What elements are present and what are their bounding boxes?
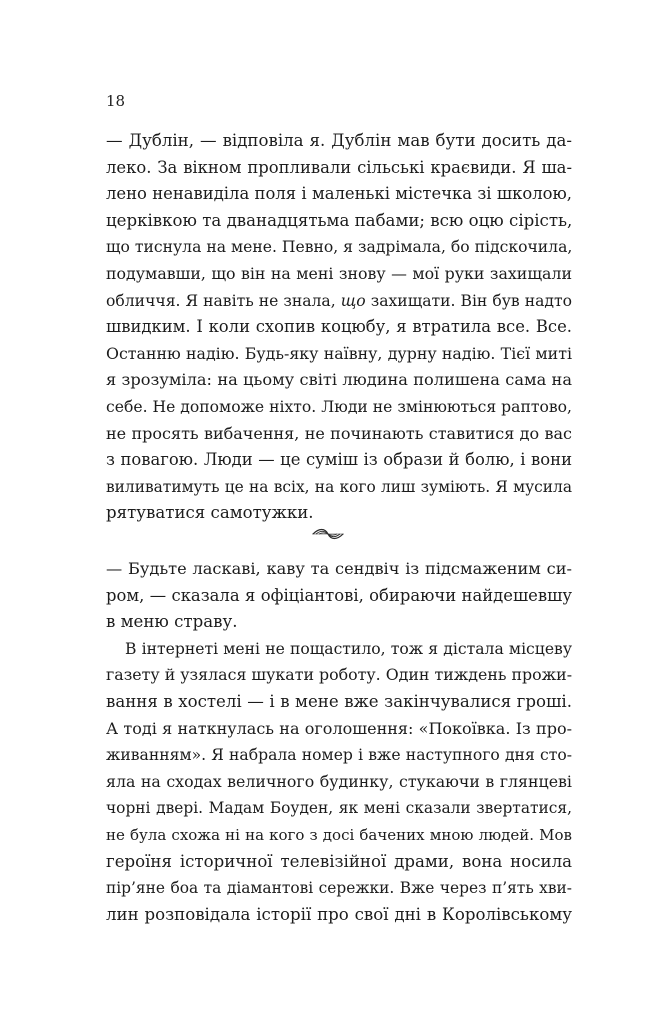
text-line: вання в хостелі — і в мене вже закінчувалися гроші.: [106, 691, 572, 711]
text-line: В інтернеті мені не пощастило, тож я дістала місцеву: [125, 639, 572, 658]
page-number: 18: [106, 92, 126, 110]
text-line-with-italic: [106, 288, 572, 315]
text-line: леко. За вікном пропливали сільські краєвиди. Я ша-: [106, 157, 572, 177]
text-line: яла на сходах величного будинку, стукаючи в глянцеві: [106, 771, 572, 791]
text-line: газету й узялася шукати роботу. Один тиждень прожи-: [106, 665, 573, 685]
text-section-1: [106, 128, 572, 527]
text-line: героїня історичної телевізійної драми, вона носила: [106, 851, 572, 871]
text-line: лин розповідала історії про свої дні в Королівському: [106, 904, 572, 924]
text-section-2: [106, 556, 572, 928]
text-segment: обличчя. Я навіть не знала,: [106, 291, 341, 310]
flourish-ornament-icon: [311, 527, 345, 541]
text-line: ром, — сказала я офіціантові, обираючи найдешевшу: [106, 585, 572, 605]
text-line: швидким. І коли схопив коцюбу, я втратила все. Все.: [106, 317, 572, 337]
italic-emphasis: що: [340, 291, 366, 310]
text-line: себе. Не допоможе ніхто. Люди не змінюються раптово,: [106, 397, 572, 416]
text-line: рятуватися самотужки.: [106, 503, 314, 523]
text-line: А тоді я наткнулась на оголошення: «Покоївка. Із про-: [106, 718, 572, 738]
text-line: чорні двері. Мадам Боуден, як мені сказали звертатися,: [106, 799, 572, 818]
text-line: не просять вибачення, не починають ставитися до вас: [106, 423, 572, 443]
text-line: — Дублін, — відповіла я. Дублін мав бути досить да-: [106, 131, 572, 150]
text-line: що тиснула на мене. Певно, я задрімала, бо підскочила,: [106, 238, 573, 257]
text-line: я зрозуміла: на цьому світі людина полишена сама на: [106, 370, 572, 390]
text-line: з повагою. Люди — це суміш із образи й болю, і вони: [106, 450, 572, 470]
text-line: подумавши, що він на мені знову — мої руки захищали: [106, 263, 572, 283]
text-segment: захищати. Він був надто: [365, 291, 573, 310]
text-line: виливатимуть це на всіх, на кого лиш зуміють. Я мусила: [106, 477, 572, 496]
text-line: живанням». Я набрала номер і вже наступного дня сто-: [106, 746, 572, 765]
text-line: в меню страву.: [106, 612, 238, 632]
text-line: пір’яне боа та діамантові сережки. Вже через п’ять хви-: [106, 879, 572, 898]
text-line: Останню надію. Будь-яку наївну, дурну надію. Тієї миті: [106, 343, 572, 363]
text-line: не була схожа ні на кого з досі бачених мною людей. Мов: [106, 825, 572, 844]
text-line: — Будьте ласкаві, каву та сендвіч із підсмаженим си-: [106, 559, 572, 578]
text-line: лено ненавиділа поля і маленькі містечка зі школою,: [106, 184, 572, 204]
text-line: церківкою та дванадцятьма пабами; всю оцю сірість,: [106, 210, 573, 230]
